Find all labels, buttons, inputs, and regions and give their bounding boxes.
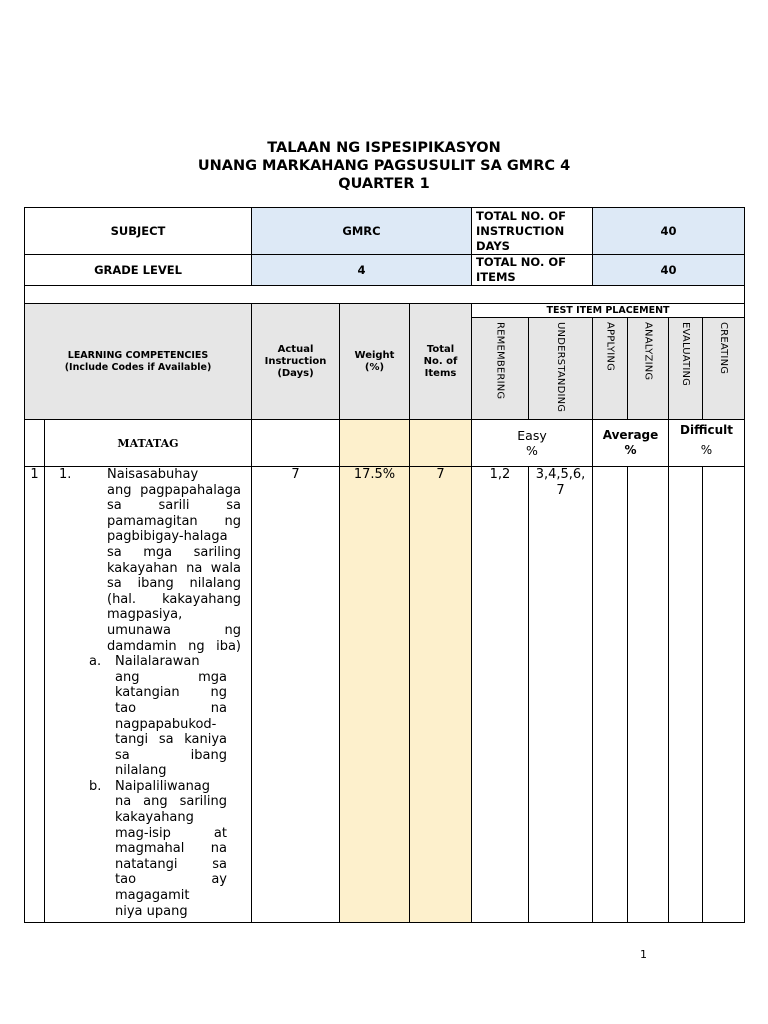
competency-text-line: pagbibigay-halaga [107, 529, 228, 545]
difficulty-row [25, 420, 745, 467]
actual-header-line: (Days) [277, 367, 314, 379]
competency-text-line: tao na [115, 700, 227, 716]
instruction-days-label-line: TOTAL NO. OF [476, 208, 566, 223]
matatag-label: MATATAG [45, 420, 252, 467]
sub-a-number: a. [89, 654, 102, 670]
instruction-days-value: 40 [593, 208, 745, 255]
competency-main [45, 467, 251, 654]
instruction-days-label [472, 208, 593, 255]
competency-text-line: magagamit [115, 888, 190, 904]
title-line-1: TALAAN NG ISPESIPIKASYON [267, 140, 501, 156]
difficult-percent: % [700, 443, 713, 457]
competency-text-line: sa sarili sa [107, 498, 241, 514]
level-label: EVALUATING [680, 322, 691, 387]
competency-text-line: ang pagpapahalaga [107, 482, 241, 498]
title-line-2: UNANG MARKAHANG PAGSUSULIT SA GMRC 4 [197, 158, 571, 174]
weight-header [340, 304, 410, 420]
total-items-label-line: TOTAL NO. OF [476, 255, 566, 269]
subject-label: SUBJECT [25, 208, 252, 255]
competency-text-line: magpasiya, [107, 607, 183, 623]
level-applying [593, 318, 628, 420]
competency-sub-a [45, 654, 251, 779]
header-row-top [25, 304, 745, 318]
weight-value: 17.5% [340, 467, 410, 923]
sub-b-number: b. [89, 778, 102, 794]
actual-header-line: Actual [277, 343, 314, 355]
grade-value: 4 [252, 255, 472, 286]
average-header [593, 420, 669, 467]
row-index: 1 [25, 467, 45, 923]
competency-text-line: (hal. kakayahang [107, 591, 241, 607]
understanding-items-line: 3,4,5,6, [535, 467, 586, 482]
competency-row [25, 467, 745, 923]
actual-days-value: 7 [252, 467, 340, 923]
level-label: CREATING [718, 322, 729, 375]
level-analyzing [628, 318, 669, 420]
competency-text-line: nilalang [115, 763, 167, 779]
competency-text-line: tangi sa kaniya [115, 732, 227, 748]
competency-text-line: na ang sariling [115, 794, 227, 810]
total-header-line: No. of [423, 355, 458, 367]
level-label: ANALYZING [642, 322, 654, 381]
total-items-value: 40 [593, 255, 745, 286]
grade-label: GRADE LEVEL [25, 255, 252, 286]
sub-b-text [115, 779, 227, 919]
competency-sub-b [45, 779, 251, 919]
grade-row [25, 255, 745, 286]
competency-text-cell [45, 467, 252, 923]
total-items-label [472, 255, 593, 286]
competencies-header-line: LEARNING COMPETENCIES [67, 349, 209, 361]
competency-text-line: magmahal na [115, 841, 227, 857]
title-line-3: QUARTER 1 [338, 176, 430, 192]
test-item-placement-header: TEST ITEM PLACEMENT [472, 304, 745, 318]
competency-text-line: sa ibang [115, 747, 227, 763]
applying-items [593, 467, 628, 923]
competency-text-line: niya upang [115, 903, 188, 919]
difficulty-weight-cell [340, 420, 410, 467]
level-evaluating [669, 318, 703, 420]
competencies-header [25, 304, 252, 420]
easy-percent: % [526, 443, 538, 458]
understanding-items [529, 467, 593, 923]
competency-text-line: sa ibang nilalang [107, 576, 241, 592]
easy-header [472, 420, 593, 467]
competency-text-line: sa mga sariling [107, 544, 241, 560]
total-items-label-line: ITEMS [476, 270, 516, 284]
competency-text-line: umunawa ng [107, 622, 241, 638]
specification-table [24, 207, 745, 923]
competency-text-line: katangian ng [115, 685, 227, 701]
competency-text-line: mag-isip at [115, 825, 227, 841]
understanding-items-line: 7 [556, 482, 565, 498]
level-label: UNDERSTANDING [555, 322, 566, 413]
level-understanding [529, 318, 593, 420]
difficult-header [669, 420, 745, 467]
spacer-cell [25, 286, 745, 304]
difficult-label: Difficult [680, 423, 733, 437]
weight-header-line: Weight [354, 349, 395, 361]
level-creating [703, 318, 745, 420]
total-items-header [410, 304, 472, 420]
page-number: 1 [640, 948, 647, 961]
instruction-days-label-line: INSTRUCTION [476, 223, 565, 238]
difficulty-actual-cell [252, 420, 340, 467]
remembering-items: 1,2 [472, 467, 529, 923]
total-items-cell-value: 7 [410, 467, 472, 923]
competency-text-line: kakayahang [115, 810, 194, 826]
competencies-header-line: (Include Codes if Available) [64, 361, 212, 373]
competency-text-line: Naipaliliwanag [115, 778, 211, 794]
evaluating-items [669, 467, 703, 923]
competency-text-line: ang mga [115, 669, 227, 685]
analyzing-items [628, 467, 669, 923]
total-header-line: Items [424, 367, 457, 379]
competency-text-line: kakayahan na wala [107, 560, 241, 576]
average-label: Average [602, 428, 659, 442]
document-title-block [0, 139, 768, 193]
sub-a-text [115, 654, 227, 779]
instruction-days-label-line: DAYS [476, 238, 510, 253]
competency-text-line: natatangi sa [115, 856, 227, 872]
subject-value: GMRC [252, 208, 472, 255]
subject-row [25, 208, 745, 255]
actual-instruction-header [252, 304, 340, 420]
competency-text-line: Naisasabuhay [107, 467, 199, 482]
difficulty-index-cell [25, 420, 45, 467]
total-header-line: Total [426, 343, 455, 355]
level-label: APPLYING [604, 322, 616, 372]
difficulty-total-cell [410, 420, 472, 467]
level-label: REMEMBERING [494, 322, 506, 400]
competency-text-line: tao ay [115, 872, 227, 888]
competency-text-line: Nailalarawan [115, 654, 200, 670]
actual-header-line: Instruction [264, 355, 327, 367]
average-percent: % [624, 443, 637, 457]
easy-label: Easy [517, 428, 547, 443]
competency-text-line: damdamin ng iba) [107, 638, 241, 654]
spacer-row [25, 286, 745, 304]
competency-main-text [107, 467, 241, 654]
competency-text-line: pamamagitan ng [107, 513, 241, 529]
competency-text-line: nagpapabukod- [115, 716, 217, 732]
weight-header-line: (%) [364, 361, 385, 373]
creating-items [703, 467, 745, 923]
level-remembering [472, 318, 529, 420]
competency-number: 1. [59, 467, 72, 482]
